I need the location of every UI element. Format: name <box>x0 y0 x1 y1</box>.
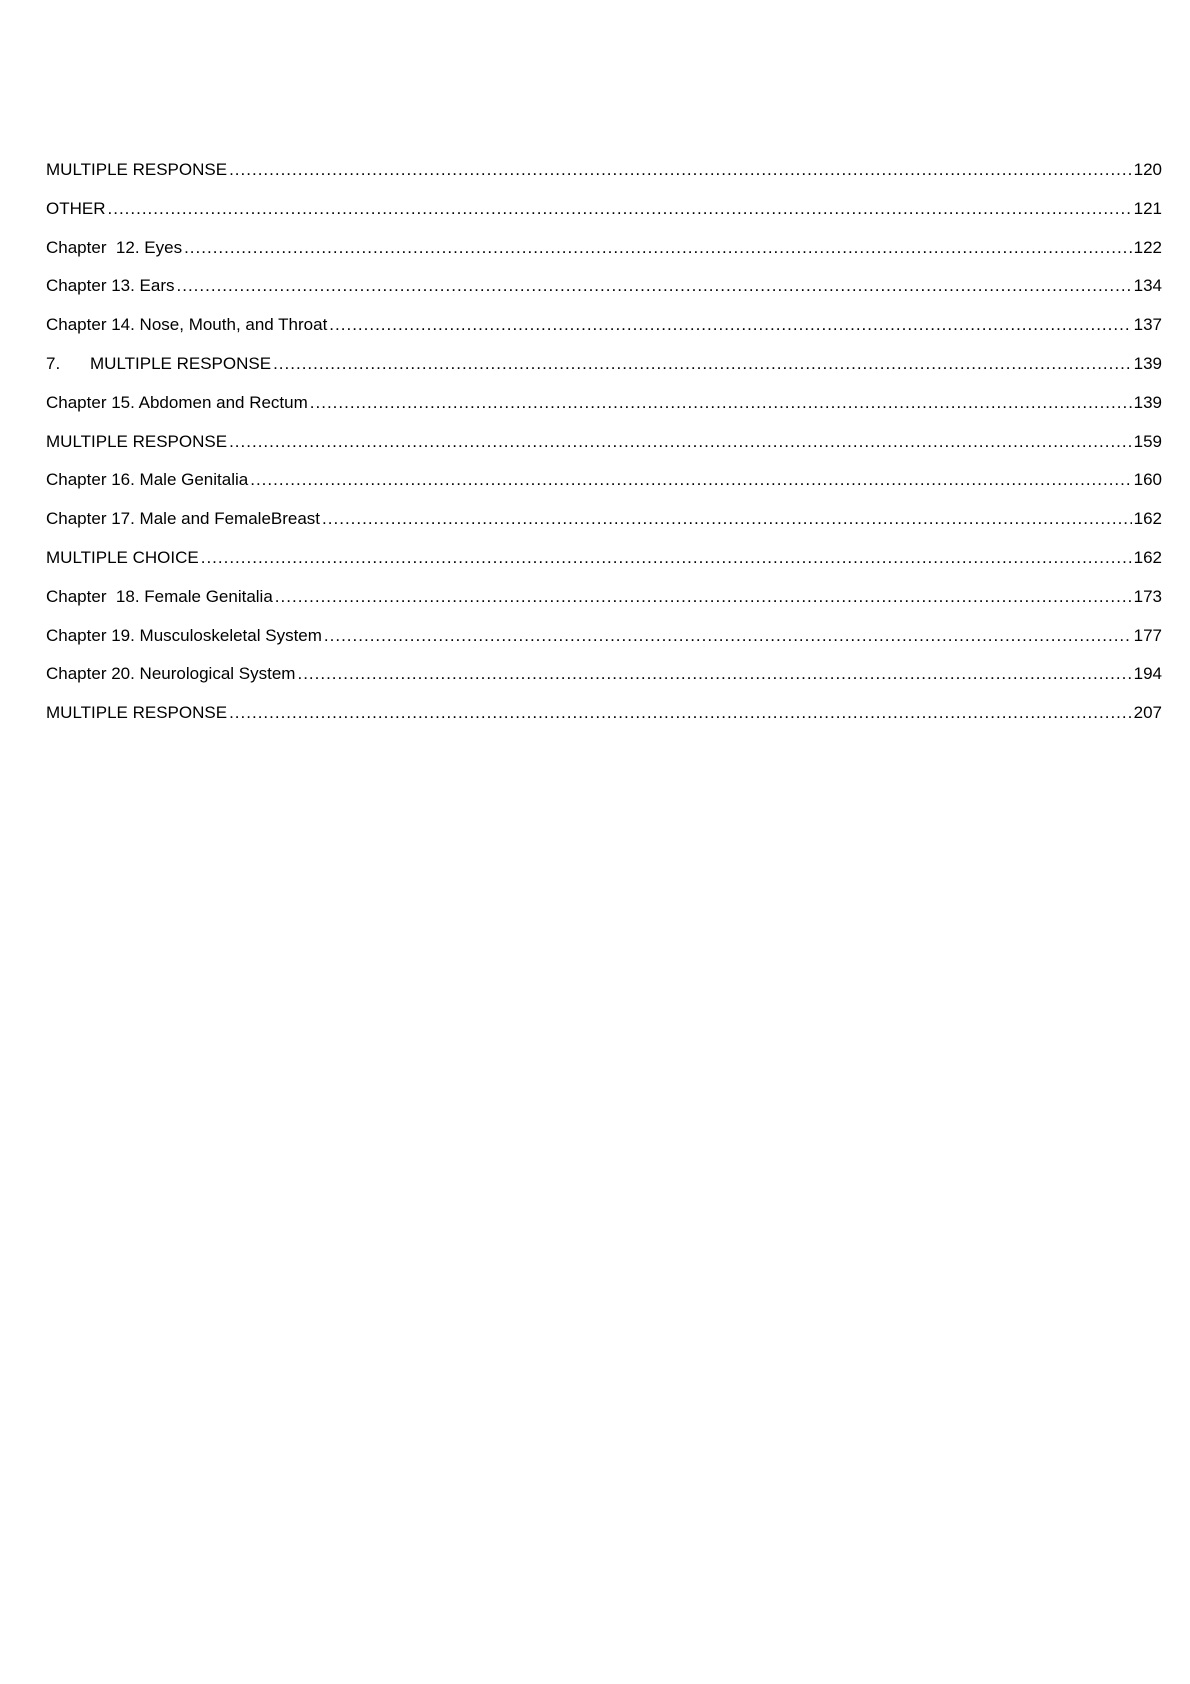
toc-entry-title: MULTIPLE CHOICE <box>46 547 199 567</box>
toc-dot-leader <box>322 509 1132 529</box>
toc-entry[interactable] <box>46 393 1162 432</box>
toc-entry-title: Chapter 14. Nose, Mouth, and Throat <box>46 315 328 335</box>
toc-entry-page: 162 <box>1133 547 1162 567</box>
toc-entry-page: 137 <box>1133 315 1162 335</box>
toc-entry-title: Chapter 18. Female Genitalia <box>46 586 273 606</box>
toc-entry[interactable] <box>46 703 1162 742</box>
toc-dot-leader <box>275 587 1132 607</box>
toc-entry-title-numbered <box>46 354 271 374</box>
toc-dot-leader <box>297 664 1131 684</box>
toc-entry[interactable] <box>46 432 1162 471</box>
toc-entry-title: Chapter 15. Abdomen and Rectum <box>46 392 308 412</box>
toc-dot-leader <box>229 432 1132 452</box>
toc-dot-leader <box>250 470 1131 490</box>
toc-dot-leader <box>184 238 1132 258</box>
toc-entry[interactable] <box>46 626 1162 665</box>
toc-dot-leader <box>310 393 1132 413</box>
toc-entry[interactable] <box>46 276 1162 315</box>
toc-dot-leader <box>177 276 1132 296</box>
toc-entry-page: 122 <box>1133 237 1162 257</box>
toc-dot-leader <box>201 548 1132 568</box>
toc-entry-title: MULTIPLE RESPONSE <box>46 160 228 179</box>
toc-entry-number: 7. <box>46 353 61 373</box>
toc-entry-title: MULTIPLE RESPONSE <box>90 353 272 373</box>
toc-dot-leader <box>273 354 1132 374</box>
toc-entry[interactable] <box>46 315 1162 354</box>
toc-dot-leader <box>324 626 1132 646</box>
toc-entry-title: Chapter 17. Male and FemaleBreast <box>46 509 321 529</box>
toc-entry-title: Chapter 12. Eyes <box>46 237 183 257</box>
toc-entry[interactable] <box>46 587 1162 626</box>
toc-entry-page: 162 <box>1133 509 1162 529</box>
toc-entry-page: 120 <box>1133 160 1162 179</box>
toc-entry-page: 194 <box>1133 664 1162 684</box>
toc-entry-page: 159 <box>1133 431 1162 451</box>
toc-entry-page: 177 <box>1133 625 1162 645</box>
toc-dot-leader <box>108 199 1132 219</box>
toc-entry-page: 139 <box>1133 353 1162 373</box>
toc-dot-leader <box>229 160 1132 180</box>
toc-entry-page: 134 <box>1133 276 1162 296</box>
table-of-contents <box>46 160 1162 742</box>
toc-entry[interactable] <box>46 664 1162 703</box>
toc-dot-leader <box>229 703 1132 723</box>
toc-entry-title: Chapter 16. Male Genitalia <box>46 470 249 490</box>
toc-entry-page: 173 <box>1133 586 1162 606</box>
toc-entry[interactable] <box>46 160 1162 199</box>
toc-entry[interactable] <box>46 548 1162 587</box>
toc-entry-title: MULTIPLE RESPONSE <box>46 703 228 723</box>
toc-entry-title: OTHER <box>46 198 106 218</box>
toc-dot-leader <box>329 315 1131 335</box>
toc-entry[interactable] <box>46 238 1162 277</box>
toc-entry[interactable] <box>46 199 1162 238</box>
toc-entry-title: Chapter 19. Musculoskeletal System <box>46 625 322 645</box>
toc-entry[interactable] <box>46 509 1162 548</box>
toc-entry-title: MULTIPLE RESPONSE <box>46 431 228 451</box>
toc-entry-title: Chapter 13. Ears <box>46 276 175 296</box>
toc-entry[interactable] <box>46 470 1162 509</box>
toc-entry-page: 121 <box>1133 198 1162 218</box>
toc-entry-page: 139 <box>1133 392 1162 412</box>
toc-entry[interactable] <box>46 354 1162 393</box>
toc-entry-page: 207 <box>1133 703 1162 723</box>
toc-entry-page: 160 <box>1133 470 1162 490</box>
toc-entry-title: Chapter 20. Neurological System <box>46 664 296 684</box>
